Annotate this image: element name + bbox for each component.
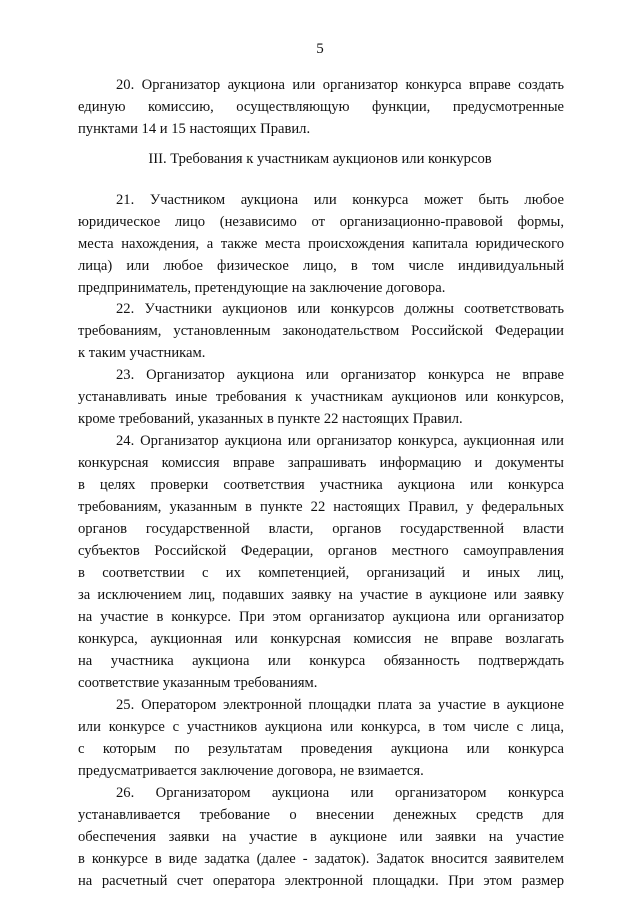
- text-line: на участие в конкурсе. При этом организатор аукциона или организатор: [78, 609, 564, 625]
- text-line: соответствие указанным требованиям.: [78, 675, 318, 691]
- text-line: предприниматель, претендующие на заключение договора.: [78, 280, 446, 296]
- text-line: с которым по результатам проведения аукциона или конкурса: [78, 741, 564, 757]
- text-line: 24. Организатор аукциона или организатор конкурса, аукционная или: [116, 433, 564, 449]
- text-line: за исключением лиц, подавших заявку на участие в аукционе или заявку: [78, 587, 564, 603]
- text-line: в конкурсе в виде задатка (далее - задаток). Задаток вносится заявителем: [78, 851, 564, 867]
- text-line: органов государственной власти, органов государственной власти: [78, 521, 564, 537]
- text-line: места нахождения, а также места происхождения капитала юридического: [78, 236, 564, 252]
- text-line: кроме требований, указанных в пункте 22 настоящих Правил.: [78, 411, 463, 427]
- text-line: в соответствии с их компетенцией, организаций и иных лиц,: [78, 565, 564, 581]
- text-line: юридическое лицо (независимо от организационно-правовой формы,: [78, 214, 564, 230]
- text-line: требованиям, указанным в пункте 22 настоящих Правил, у федеральных: [78, 499, 564, 515]
- text-line: устанавливается требование о внесении денежных средств для: [78, 807, 564, 823]
- text-line: лица) или любое физическое лицо, в том числе индивидуальный: [78, 258, 564, 274]
- section-heading: III. Требования к участникам аукционов или конкурсов: [148, 151, 492, 167]
- text-line: 20. Организатор аукциона или организатор конкурса вправе создать: [116, 77, 564, 93]
- text-line: конкурса, аукционная или конкурсная комиссия не вправе возлагать: [78, 631, 564, 647]
- text-line: на участника аукциона или конкурса обязанность подтверждать: [78, 653, 564, 669]
- text-line: единую комиссию, осуществляющую функции, предусмотренные: [78, 99, 564, 115]
- text-line: предусматривается заключение договора, не взимается.: [78, 763, 424, 779]
- text-line: требованиям, установленным законодательством Российской Федерации: [78, 323, 564, 339]
- page-number: 5: [316, 41, 324, 57]
- text-line: к таким участникам.: [78, 345, 206, 361]
- text-line: 26. Организатором аукциона или организатором конкурса: [116, 785, 564, 801]
- text-line: пунктами 14 и 15 настоящих Правил.: [78, 121, 311, 137]
- text-line: на расчетный счет оператора электронной площадки. При этом размер: [78, 873, 564, 889]
- text-line: 23. Организатор аукциона или организатор конкурса не вправе: [116, 367, 564, 383]
- text-line: субъектов Российской Федерации, органов местного самоуправления: [78, 543, 564, 559]
- text-line: или конкурсе с участников аукциона или конкурса, в том числе с лица,: [78, 719, 564, 735]
- text-line: устанавливать иные требования к участникам аукционов или конкурсов,: [78, 389, 564, 405]
- text-line: в целях проверки соответствия участника аукциона или конкурса: [78, 477, 564, 493]
- text-line: обеспечения заявки на участие в аукционе или заявки на участие: [78, 829, 564, 845]
- text-line: 21. Участником аукциона или конкурса может быть любое: [116, 192, 564, 208]
- text-line: 22. Участники аукционов или конкурсов должны соответствовать: [116, 301, 564, 317]
- text-line: конкурсная комиссия вправе запрашивать информацию и документы: [78, 455, 564, 471]
- text-line: 25. Оператором электронной площадки плата за участие в аукционе: [116, 697, 564, 713]
